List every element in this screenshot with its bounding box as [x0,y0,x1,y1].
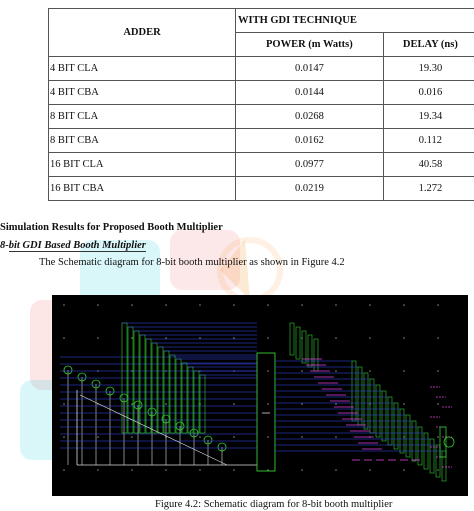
section-heading: Simulation Results for Proposed Booth Multiplier [0,222,223,233]
cell-adder: 8 BIT CLA [49,105,236,129]
cell-power: 0.0977 [236,153,384,177]
cell-delay: 19.30 [383,57,474,81]
cell-delay: 0.112 [383,129,474,153]
figure-caption: Figure 4.2: Schematic diagram for 8-bit booth multiplier [155,499,393,510]
cell-adder: 4 BIT CBA [49,81,236,105]
header-delay: DELAY (ns) [383,33,474,57]
cell-adder: 16 BIT CLA [49,153,236,177]
cell-power: 0.0144 [236,81,384,105]
schematic-wires [60,323,454,481]
cell-power: 0.0147 [236,57,384,81]
results-table [48,8,474,201]
table-row [49,153,474,177]
cell-delay: 1.272 [383,177,474,201]
table-row [49,105,474,129]
cell-adder: 16 BIT CBA [49,177,236,201]
cell-power: 0.0219 [236,177,384,201]
cell-delay: 0.016 [383,81,474,105]
table-row [49,57,474,81]
cell-delay: 40.58 [383,153,474,177]
cell-adder: 4 BIT CLA [49,57,236,81]
cell-power: 0.0162 [236,129,384,153]
table-row [49,177,474,201]
grid-dots [63,304,439,471]
subsection-title: bit GDI Based Booth Multiplier [8,240,146,251]
body-paragraph: The Schematic diagram for 8-bit booth multiplier as shown in Figure 4.2 [39,257,345,268]
table-row [49,81,474,105]
cell-adder: 8 BIT CBA [49,129,236,153]
cell-power: 0.0268 [236,105,384,129]
subsection-prefix: 8- [0,240,9,251]
header-gdi-technique: WITH GDI TECHNIQUE [236,9,474,33]
table-header-row [49,9,474,33]
header-adder: ADDER [49,9,236,57]
header-power: POWER (m Watts) [236,33,384,57]
subsection-heading [0,240,146,251]
table-row [49,129,474,153]
schematic-figure [52,295,468,496]
cell-delay: 19.34 [383,105,474,129]
